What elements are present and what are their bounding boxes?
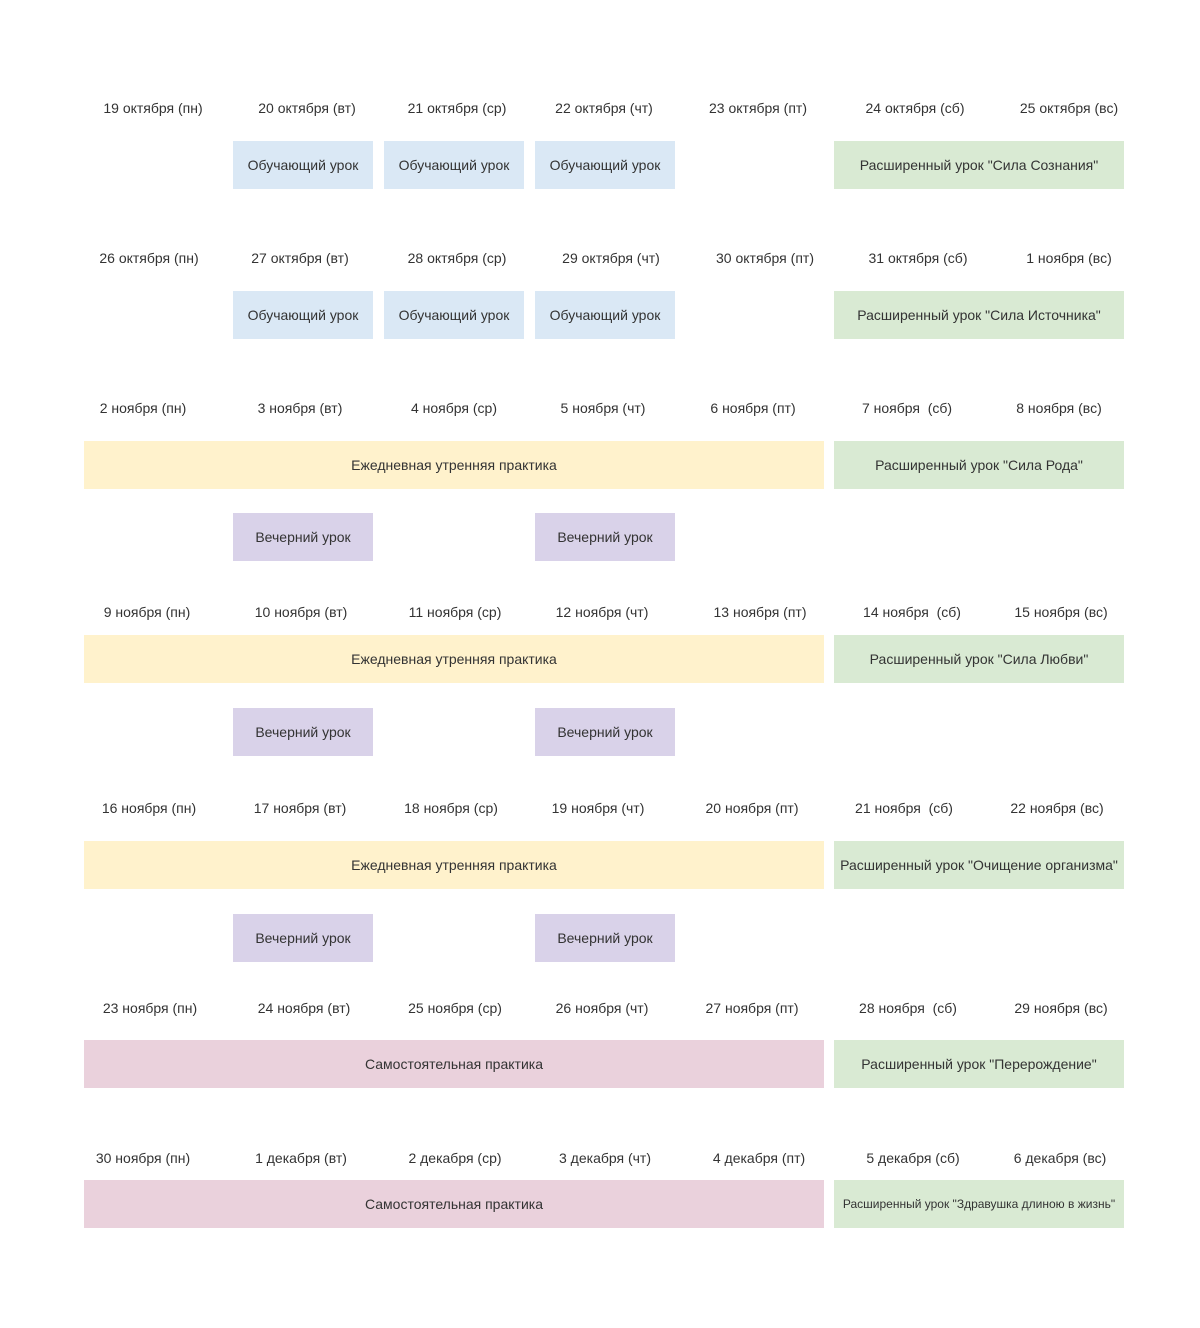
date-label: 23 октября (пт)	[709, 100, 807, 116]
lesson-block-learning: Обучающий урок	[233, 291, 373, 339]
date-label: 26 ноября (чт)	[555, 1000, 649, 1016]
lesson-block-morning-practice: Ежедневная утренняя практика	[84, 841, 824, 889]
lesson-block-self-practice: Самостоятельная практика	[84, 1040, 824, 1088]
date-label: 15 ноября (вс)	[1014, 604, 1108, 620]
date-label: 1 ноября (вс)	[1026, 250, 1112, 266]
date-label: 4 ноября (ср)	[410, 400, 498, 416]
lesson-block-evening: Вечерний урок	[233, 513, 373, 561]
lesson-block-learning: Обучающий урок	[535, 141, 675, 189]
date-label: 24 ноября (вт)	[257, 1000, 351, 1016]
lesson-block-morning-practice: Ежедневная утренняя практика	[84, 441, 824, 489]
date-label: 21 октября (ср)	[407, 100, 507, 116]
date-label: 12 ноября (чт)	[555, 604, 649, 620]
date-label: 13 ноября (пт)	[713, 604, 807, 620]
lesson-block-extended: Расширенный урок "Сила Любви"	[834, 635, 1124, 683]
date-label: 22 ноября (вс)	[1010, 800, 1104, 816]
date-label: 28 октября (ср)	[407, 250, 507, 266]
date-label: 3 декабря (чт)	[559, 1150, 651, 1166]
date-label: 10 ноября (вт)	[254, 604, 348, 620]
date-label: 30 октября (пт)	[716, 250, 814, 266]
date-label: 3 ноября (вт)	[257, 400, 343, 416]
lesson-block-extended: Расширенный урок "Сила Сознания"	[834, 141, 1124, 189]
lesson-block-extended: Расширенный урок "Здравушка длиною в жизнь"	[834, 1180, 1124, 1228]
date-label: 20 ноября (пт)	[705, 800, 799, 816]
date-label: 24 октября (сб)	[865, 100, 965, 116]
date-label: 18 ноября (ср)	[404, 800, 498, 816]
lesson-block-evening: Вечерний урок	[233, 914, 373, 962]
date-label: 25 ноября (ср)	[408, 1000, 502, 1016]
date-label: 25 октября (вс)	[1019, 100, 1119, 116]
lesson-block-learning: Обучающий урок	[535, 291, 675, 339]
lesson-block-evening: Вечерний урок	[535, 914, 675, 962]
date-label: 5 ноября (чт)	[560, 400, 646, 416]
lesson-block-extended: Расширенный урок "Сила Источника"	[834, 291, 1124, 339]
date-label: 16 ноября (пн)	[101, 800, 197, 816]
date-label: 31 октября (сб)	[868, 250, 968, 266]
lesson-block-learning: Обучающий урок	[233, 141, 373, 189]
lesson-block-extended: Расширенный урок "Очищение организма"	[834, 841, 1124, 889]
date-label: 2 декабря (ср)	[408, 1150, 502, 1166]
date-label: 5 декабря (сб)	[866, 1150, 960, 1166]
date-label: 29 октября (чт)	[562, 250, 660, 266]
date-label: 23 ноября (пн)	[102, 1000, 198, 1016]
lesson-block-morning-practice: Ежедневная утренняя практика	[84, 635, 824, 683]
date-label: 2 ноября (пн)	[99, 400, 187, 416]
date-label: 27 ноября (пт)	[705, 1000, 799, 1016]
date-label: 6 декабря (вс)	[1013, 1150, 1107, 1166]
date-label: 7 ноября (сб)	[861, 400, 953, 416]
date-label: 22 октября (чт)	[555, 100, 653, 116]
date-label: 17 ноября (вт)	[253, 800, 347, 816]
date-label: 8 ноября (вс)	[1016, 400, 1102, 416]
date-label: 30 ноября (пн)	[95, 1150, 191, 1166]
lesson-block-extended: Расширенный урок "Перерождение"	[834, 1040, 1124, 1088]
date-label: 9 ноября (пн)	[103, 604, 191, 620]
date-label: 19 ноября (чт)	[551, 800, 645, 816]
lesson-block-self-practice: Самостоятельная практика	[84, 1180, 824, 1228]
date-label: 4 декабря (пт)	[712, 1150, 806, 1166]
date-label: 6 ноября (пт)	[710, 400, 796, 416]
lesson-block-evening: Вечерний урок	[535, 513, 675, 561]
lesson-block-evening: Вечерний урок	[233, 708, 373, 756]
lesson-block-learning: Обучающий урок	[384, 141, 524, 189]
date-label: 29 ноября (вс)	[1014, 1000, 1108, 1016]
date-label: 11 ноября (ср)	[408, 604, 502, 620]
date-label: 26 октября (пн)	[99, 250, 199, 266]
lesson-block-extended: Расширенный урок "Сила Рода"	[834, 441, 1124, 489]
date-label: 1 декабря (вт)	[255, 1150, 347, 1166]
date-label: 28 ноября (сб)	[859, 1000, 957, 1016]
date-label: 20 октября (вт)	[258, 100, 356, 116]
date-label: 27 октября (вт)	[251, 250, 349, 266]
lesson-block-learning: Обучающий урок	[384, 291, 524, 339]
date-label: 14 ноября (сб)	[863, 604, 961, 620]
lesson-block-evening: Вечерний урок	[535, 708, 675, 756]
date-label: 19 октября (пн)	[103, 100, 203, 116]
date-label: 21 ноября (сб)	[855, 800, 953, 816]
